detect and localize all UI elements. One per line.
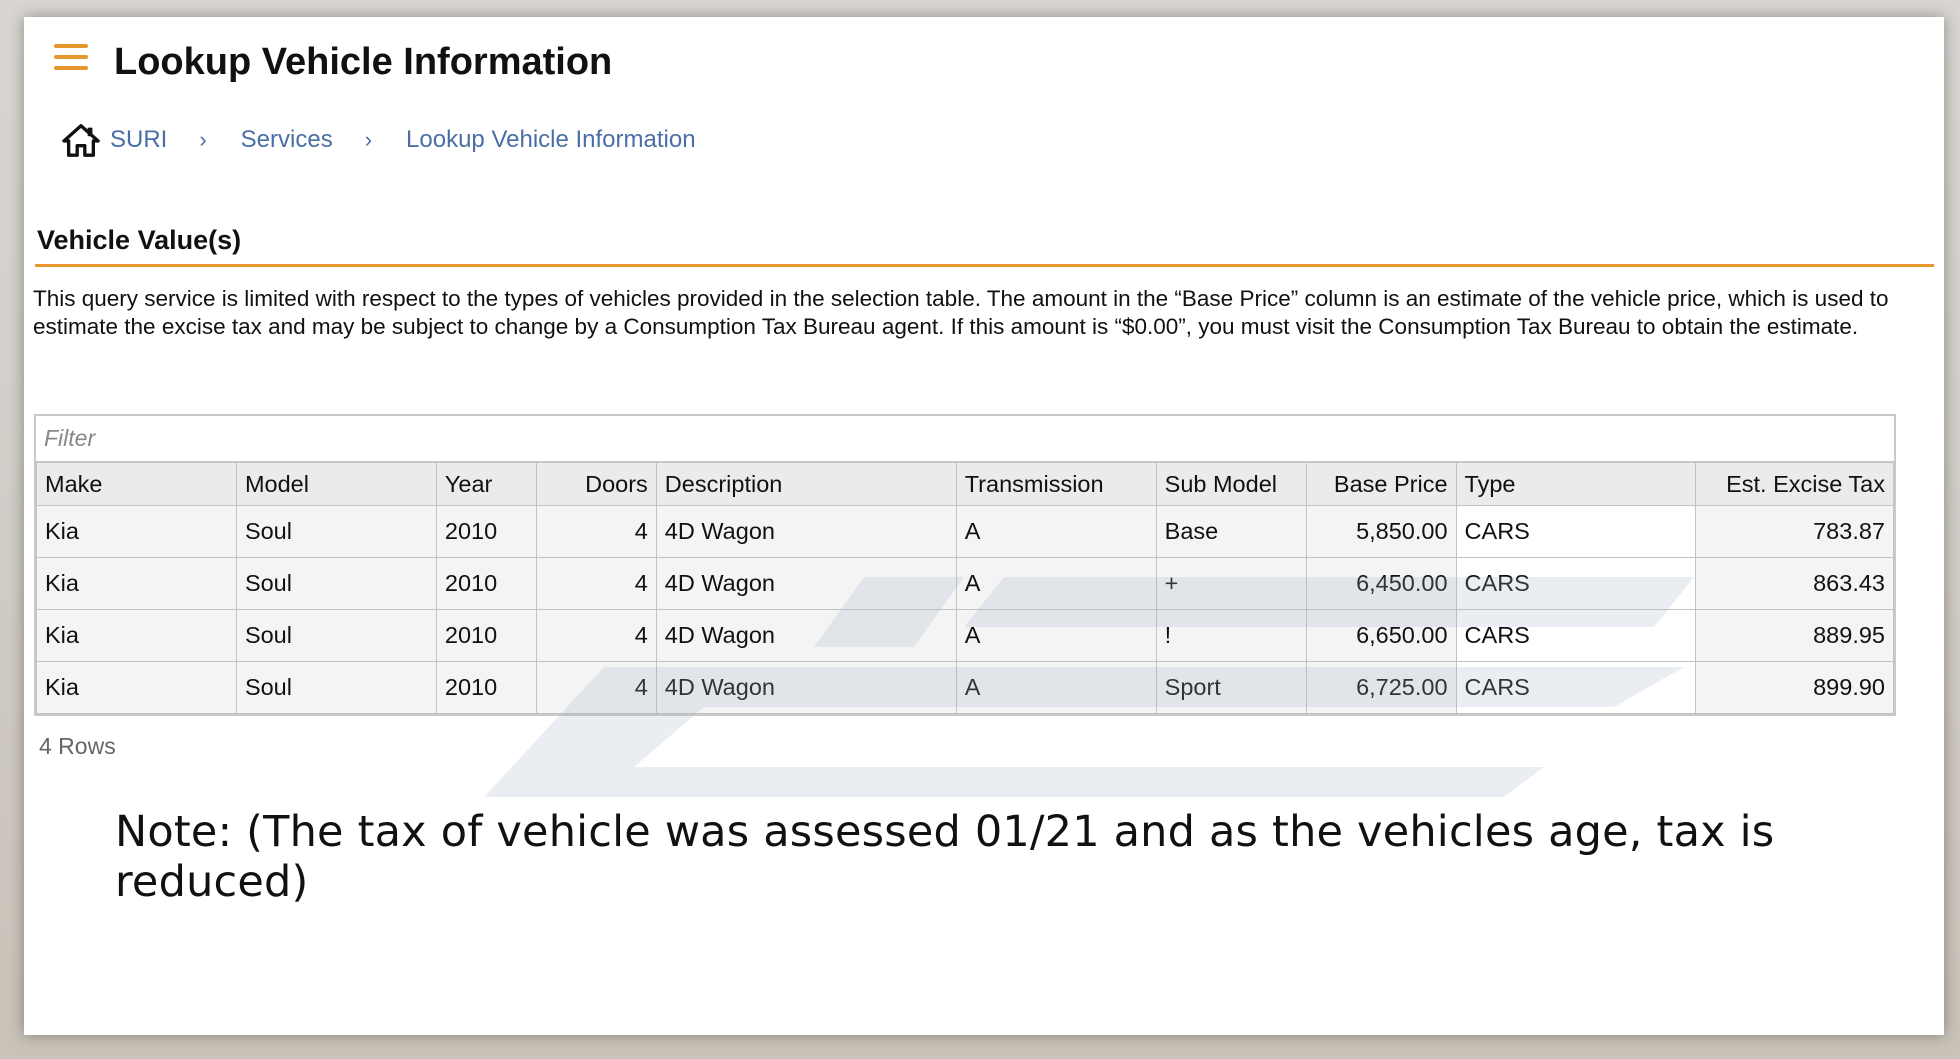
page-title: Lookup Vehicle Information: [114, 41, 613, 83]
cell-year: 2010: [436, 610, 536, 662]
cell-type: CARS: [1456, 558, 1696, 610]
cell-base-price: 5,850.00: [1306, 506, 1456, 558]
cell-doors: 4: [536, 506, 656, 558]
cell-description: 4D Wagon: [656, 610, 956, 662]
section-description: This query service is limited with respect to the types of vehicles provided in the selection table. The amount in the “Base Price” column is an estimate of the vehicle price, which is used to estimate the excise tax and may be subject to change by a Consumption Tax Bureau agent. If this amount is “$0.00”, you must visit the Consumption Tax Bureau to obtain the estimate.: [33, 286, 1889, 339]
cell-doors: 4: [536, 610, 656, 662]
table-row[interactable]: [37, 558, 1894, 610]
column-header-est-excise-tax[interactable]: Est. Excise Tax: [1696, 463, 1894, 506]
cell-model: Soul: [236, 662, 436, 714]
page-card: [24, 17, 1944, 1035]
breadcrumb-separator: ›: [364, 127, 373, 152]
cell-est-excise-tax: 783.87: [1696, 506, 1894, 558]
column-header-sub-model[interactable]: Sub Model: [1156, 463, 1306, 506]
column-header-doors[interactable]: Doors: [536, 463, 656, 506]
cell-base-price: 6,450.00: [1306, 558, 1456, 610]
cell-doors: 4: [536, 558, 656, 610]
cell-base-price: 6,725.00: [1306, 662, 1456, 714]
cell-sub-model: !: [1156, 610, 1306, 662]
cell-description: 4D Wagon: [656, 662, 956, 714]
cell-transmission: A: [956, 662, 1156, 714]
column-header-transmission[interactable]: Transmission: [956, 463, 1156, 506]
column-header-year[interactable]: Year: [436, 463, 536, 506]
table-row[interactable]: [37, 506, 1894, 558]
cell-sub-model: Base: [1156, 506, 1306, 558]
vehicle-table: [36, 462, 1894, 714]
cell-make: Kia: [37, 662, 237, 714]
filter-input[interactable]: [36, 416, 1894, 462]
cell-est-excise-tax: 899.90: [1696, 662, 1894, 714]
row-count: 4 Rows: [39, 733, 116, 759]
cell-make: Kia: [37, 610, 237, 662]
column-header-model[interactable]: Model: [236, 463, 436, 506]
column-header-type[interactable]: Type: [1456, 463, 1696, 506]
home-icon[interactable]: [62, 122, 100, 158]
cell-make: Kia: [37, 506, 237, 558]
vehicle-table-container: [34, 414, 1896, 716]
cell-model: Soul: [236, 558, 436, 610]
table-header-row: [37, 463, 1894, 506]
breadcrumb: [62, 120, 696, 160]
section-title: Vehicle Value(s): [37, 225, 242, 255]
breadcrumb-separator: ›: [199, 127, 207, 152]
cell-make: Kia: [37, 558, 237, 610]
cell-base-price: 6,650.00: [1306, 610, 1456, 662]
cell-year: 2010: [436, 506, 536, 558]
cell-transmission: A: [956, 506, 1156, 558]
cell-est-excise-tax: 863.43: [1696, 558, 1894, 610]
cell-est-excise-tax: 889.95: [1696, 610, 1894, 662]
hamburger-menu-icon[interactable]: [54, 44, 90, 78]
column-header-make[interactable]: Make: [37, 463, 237, 506]
cell-model: Soul: [236, 610, 436, 662]
cell-transmission: A: [956, 610, 1156, 662]
cell-type: CARS: [1456, 506, 1696, 558]
breadcrumb-link-suri[interactable]: SURI: [110, 126, 168, 153]
cell-type: CARS: [1456, 610, 1696, 662]
breadcrumb-link-lookup[interactable]: Lookup Vehicle Information: [406, 126, 696, 153]
cell-year: 2010: [436, 662, 536, 714]
cell-description: 4D Wagon: [656, 558, 956, 610]
breadcrumb-link-services[interactable]: Services: [240, 126, 333, 153]
note-text: Note: (The tax of vehicle was assessed 01/21 and as the vehicles age, tax is reduced): [115, 807, 1775, 907]
table-row[interactable]: [37, 610, 1894, 662]
column-header-base-price[interactable]: Base Price: [1306, 463, 1456, 506]
cell-year: 2010: [436, 558, 536, 610]
cell-type: CARS: [1456, 662, 1696, 714]
column-header-description[interactable]: Description: [656, 463, 956, 506]
cell-sub-model: +: [1156, 558, 1306, 610]
cell-model: Soul: [236, 506, 436, 558]
cell-transmission: A: [956, 558, 1156, 610]
table-row[interactable]: [37, 662, 1894, 714]
section-divider: [35, 264, 1934, 267]
cell-sub-model: Sport: [1156, 662, 1306, 714]
cell-doors: 4: [536, 662, 656, 714]
cell-description: 4D Wagon: [656, 506, 956, 558]
